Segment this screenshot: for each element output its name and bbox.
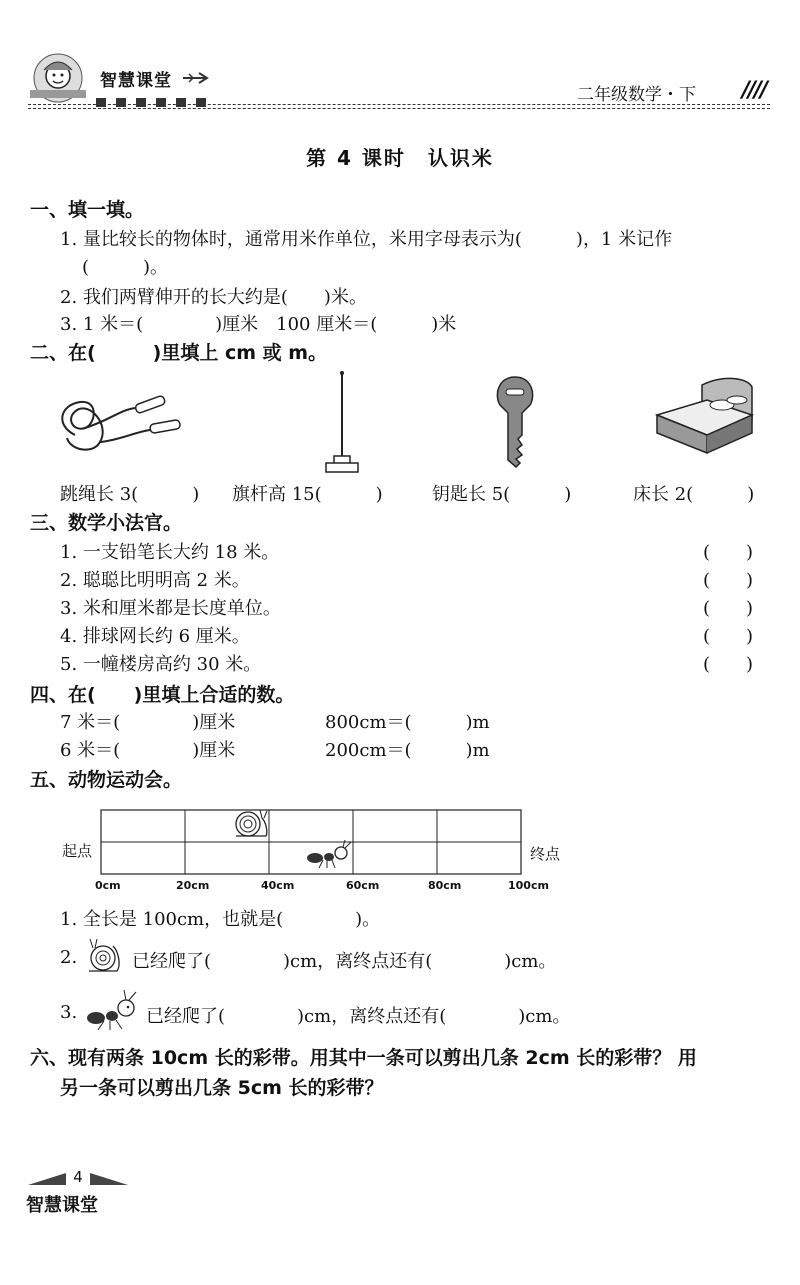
section-6-line2: 另一条可以剪出几条 5cm 长的彩带？ [60, 1077, 384, 1099]
s4-row1-left: 7 米＝( )厘米 [60, 712, 236, 733]
tick-label: 60cm [346, 879, 380, 892]
s4-row2-left: 6 米＝( )厘米 [60, 740, 236, 761]
judge-item: 1. 一支铅笔长大约 18 米。 [60, 542, 280, 563]
s5-q2-num: 2. [60, 947, 78, 968]
jump-rope-icon [55, 380, 185, 465]
tick-label: 20cm [176, 879, 210, 892]
arrow-icon [183, 72, 213, 84]
section-2-heading: 二、在( )里填上 cm 或 m。 [30, 342, 328, 364]
tick-label: 80cm [428, 879, 462, 892]
judge-item: 4. 排球网长约 6 厘米。 [60, 626, 250, 647]
s5-q3-text: 已经爬了( )cm，离终点还有( )cm。 [146, 1006, 571, 1027]
s1-q3: 3. 1 米＝( )厘米 100 厘米＝( )米 [60, 314, 457, 335]
page-number: 4 [73, 1168, 83, 1186]
tick-label: 40cm [261, 879, 295, 892]
s1-q1-line1: 1. 量比较长的物体时，通常用米作单位，米用字母表示为( )，1 米记作 [60, 229, 673, 250]
footer-brand: 智慧课堂 [26, 1195, 98, 1216]
judge-item: 5. 一幢楼房高约 30 米。 [60, 654, 262, 675]
ant-small-icon [84, 988, 144, 1032]
snail-icon [232, 808, 270, 840]
mascot-logo-icon [22, 48, 94, 104]
section-1-heading: 一、填一填。 [30, 199, 145, 221]
s1-q2: 2. 我们两臂伸开的长大约是( )米。 [60, 287, 367, 308]
tick-label: 0cm [95, 879, 121, 892]
header-divider-2 [28, 108, 770, 109]
caption-key: 钥匙长 5( ) [432, 484, 572, 505]
page-title: 第 4 课时 认识米 [306, 146, 494, 170]
judge-paren: ( ) [703, 654, 754, 675]
header-subtitle: 二年级数学・下 [577, 85, 696, 105]
key-icon [490, 375, 540, 470]
judge-paren: ( ) [703, 542, 754, 563]
ant-icon [305, 838, 357, 870]
header-divider [28, 104, 770, 105]
header-brand: 智慧课堂 [100, 71, 172, 91]
judge-paren: ( ) [703, 598, 754, 619]
section-4-heading: 四、在( )里填上合适的数。 [30, 684, 295, 706]
s4-row1-right: 800cm＝( )m [325, 712, 490, 733]
caption-bed: 床长 2( ) [633, 484, 755, 505]
s5-q2-text: 已经爬了( )cm，离终点还有( )cm。 [132, 951, 557, 972]
header-slashes: //// [741, 78, 766, 103]
s5-q3-num: 3. [60, 1002, 78, 1023]
start-label: 起点 [62, 842, 93, 860]
section-6-line1: 六、现有两条 10cm 长的彩带。用其中一条可以剪出几条 2cm 长的彩带？ 用 [30, 1047, 697, 1069]
flagpole-icon [322, 370, 362, 475]
snail-small-icon [85, 936, 125, 976]
judge-item: 2. 聪聪比明明高 2 米。 [60, 570, 250, 591]
s1-q1-line2: ( )。 [82, 257, 169, 278]
bed-icon [652, 375, 762, 455]
s5-q1: 1. 全长是 100cm，也就是( )。 [60, 909, 381, 930]
judge-item: 3. 米和厘米都是长度单位。 [60, 598, 281, 619]
caption-jump-rope: 跳绳长 3( ) [60, 484, 200, 505]
s4-row2-right: 200cm＝( )m [325, 740, 490, 761]
judge-paren: ( ) [703, 570, 754, 591]
section-5-heading: 五、动物运动会。 [30, 769, 183, 791]
end-label: 终点 [530, 845, 561, 863]
judge-paren: ( ) [703, 626, 754, 647]
tick-label: 100cm [508, 879, 549, 892]
section-3-heading: 三、数学小法官。 [30, 512, 183, 534]
caption-flagpole: 旗杆高 15( ) [232, 484, 383, 505]
